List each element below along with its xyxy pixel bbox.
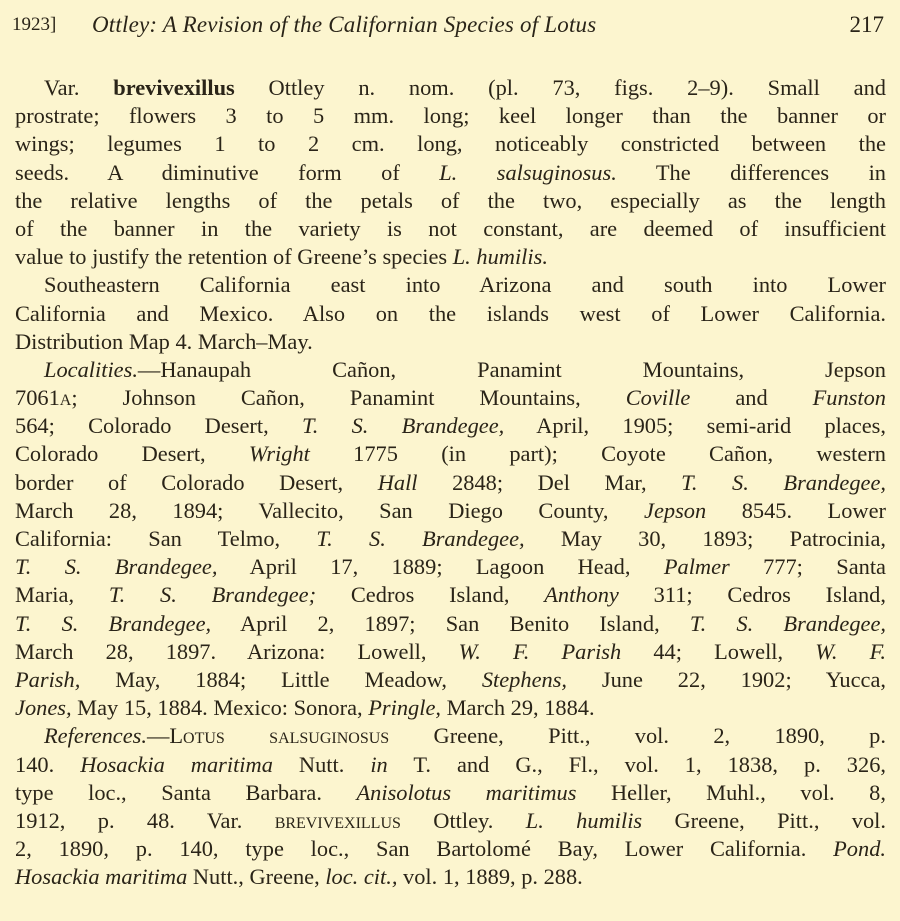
italic-text: Hall (377, 469, 418, 495)
text-line (15, 722, 886, 750)
paragraph-variety-description (15, 74, 886, 271)
italic-text: T. S. Brandegee, (15, 554, 218, 580)
text-line (15, 807, 886, 835)
italic-text: Pringle, (368, 695, 441, 721)
text-run: Greene, Pitt., vol. (642, 807, 886, 833)
text-line (15, 610, 886, 638)
text-run: ; Johnson Cañon, Panamint Mountains, (71, 385, 626, 411)
italic-text: T. S. Brandegee, (316, 526, 525, 551)
italic-text: Pond. (833, 836, 886, 862)
paragraph-localities (15, 356, 886, 722)
small-caps-text: brevivexillus (274, 807, 401, 833)
text-run: March 28, 1894; Vallecito, San Diego County, (15, 497, 645, 523)
text-run: type loc., Santa Barbara. (15, 779, 357, 805)
text-line (15, 102, 886, 130)
text-run: — (146, 723, 170, 749)
text-run: the relative lengths of the petals of the two, especially as the length (15, 187, 886, 213)
paragraph-references (15, 722, 886, 891)
text-run: Heller, Muhl., vol. 8, (576, 779, 886, 805)
italic-text: Anisolotus maritimus (356, 779, 577, 805)
text-run: Cedros Island, (316, 582, 545, 608)
text-run: Greene, Pitt., vol. 2, 1890, p. (389, 723, 886, 749)
text-line (15, 187, 886, 215)
italic-text: T. S. Brandegee; (108, 582, 317, 608)
text-run: 140. (15, 751, 81, 777)
text-run: May, 1884; Little Meadow, (80, 666, 482, 692)
small-caps-text: Lotus salsuginosus (169, 723, 390, 749)
text-run: Ottley. (400, 807, 526, 833)
text-run: April, 1905; semi-arid places, (504, 413, 886, 439)
bold-text: brevivexillus (113, 75, 235, 100)
italic-text: in (370, 751, 388, 777)
italic-text: Jones, (15, 695, 72, 721)
italic-text: T. S. Brandegee, (689, 610, 886, 636)
italic-text: Localities. (44, 356, 138, 382)
italic-text: L. salsuginosus. (439, 159, 617, 185)
text-run: and (690, 385, 813, 411)
italic-text: Jepson (644, 497, 707, 523)
italic-text: Hosackia maritima (15, 864, 188, 890)
text-run: Nutt., Greene, (187, 864, 326, 890)
text-run: 8545. Lower (706, 497, 886, 523)
text-run: 777; Santa (729, 554, 887, 580)
text-run: 2, 1890, p. 140, type loc., San Bartolomé Bay, Lower California. (15, 836, 834, 862)
text-line (15, 412, 886, 440)
text-line (15, 300, 886, 328)
italic-text: W. F. Parish (458, 638, 622, 664)
italic-text: T. S. Brandegee, (15, 610, 212, 636)
page-number: 217 (849, 12, 884, 37)
text-run: April 17, 1889; Lagoon Head, (217, 554, 664, 580)
running-header (12, 12, 884, 42)
text-line (15, 525, 886, 553)
italic-text: T. S. Brandegee, (301, 413, 505, 439)
text-line (15, 215, 886, 243)
italic-text: Coville (625, 385, 691, 411)
italic-text: Anthony (544, 582, 619, 608)
text-line (15, 751, 886, 779)
text-line (15, 384, 886, 412)
text-run: 1912, p. 48. Var. (15, 807, 275, 833)
text-run: California: San Telmo, (15, 526, 317, 551)
text-line (15, 497, 886, 525)
text-run: 44; Lowell, (621, 638, 816, 664)
text-run: Distribution Map 4. March–May. (15, 328, 313, 354)
italic-text: Funston (812, 385, 886, 411)
text-run: of the banner in the variety is not constant, are deemed of insufficient (15, 215, 886, 241)
text-run: April 2, 1897; San Benito Island, (211, 610, 690, 636)
italic-text: References. (44, 723, 147, 749)
text-line (15, 328, 886, 356)
text-run: vol. 1, 1889, p. 288. (397, 864, 583, 890)
italic-text: loc. cit., (325, 864, 398, 890)
text-line (15, 356, 886, 384)
header-title: Ottley: A Revision of the Californian Species of Lotus (92, 12, 597, 37)
text-run: wings; legumes 1 to 2 cm. long, noticeably constricted between the (15, 131, 886, 157)
text-run: 2848; Del Mar, (417, 469, 682, 495)
text-line (15, 243, 886, 271)
text-run: Ottley n. nom. (pl. 73, figs. 2–9). Small and (234, 75, 886, 100)
text-line (15, 666, 886, 694)
italic-text: L. humilis (525, 807, 643, 833)
italic-text: W. F. (815, 638, 886, 664)
text-line (15, 553, 886, 581)
text-line (15, 835, 886, 863)
text-run: The differences in (616, 159, 886, 185)
italic-text: Hosackia maritima (80, 751, 273, 777)
text-run: Southeastern California east into Arizona and south into Lower (44, 272, 886, 298)
header-year: 1923] (12, 14, 57, 35)
text-line (15, 130, 886, 158)
text-run: —Hanaupah Cañon, Panamint Mountains, Jepson (137, 356, 886, 382)
text-run: 564; Colorado Desert, (15, 413, 302, 439)
text-run: Colorado Desert, (15, 441, 249, 467)
italic-text: L. humilis. (452, 244, 548, 270)
text-run: California and Mexico. Also on the islands west of Lower California. (15, 300, 886, 326)
text-line (15, 694, 886, 722)
text-run: border of Colorado Desert, (15, 469, 378, 495)
italic-text: Wright (248, 441, 310, 467)
text-line (15, 74, 886, 102)
text-run: value to justify the retention of Greene’s species (15, 244, 453, 270)
text-run: seeds. A diminutive form of (15, 159, 440, 185)
text-run: T. and G., Fl., vol. 1, 1838, p. 326, (387, 751, 886, 777)
text-run: prostrate; flowers 3 to 5 mm. long; keel longer than the banner or (15, 103, 886, 129)
italic-text: Stephens, (481, 666, 568, 692)
text-line (15, 271, 886, 299)
text-line (15, 779, 886, 807)
text-run: Var. (44, 75, 114, 100)
text-line (15, 638, 886, 666)
italic-text: Parish, (15, 666, 81, 692)
text-run: March 29, 1884. (441, 695, 595, 721)
page-body (15, 74, 886, 891)
text-line (15, 581, 886, 609)
text-run: March 28, 1897. Arizona: Lowell, (15, 638, 459, 664)
text-run: Maria, (15, 582, 109, 608)
text-run: 7061 (15, 385, 60, 411)
small-caps-text: a (59, 385, 72, 411)
italic-text: T. S. Brandegee, (681, 469, 886, 495)
text-run: 1775 (in part); Coyote Cañon, western (309, 441, 886, 467)
italic-text: Palmer (663, 554, 730, 580)
text-line (15, 863, 886, 891)
text-line (15, 159, 886, 187)
text-run: June 22, 1902; Yucca, (567, 666, 886, 692)
text-run: Nutt. (272, 751, 371, 777)
text-run: May 30, 1893; Patrocinia, (524, 526, 886, 551)
text-run: 311; Cedros Island, (618, 582, 886, 608)
text-line (15, 469, 886, 497)
text-run: May 15, 1884. Mexico: Sonora, (71, 695, 369, 721)
paragraph-distribution (15, 271, 886, 356)
text-line (15, 440, 886, 468)
